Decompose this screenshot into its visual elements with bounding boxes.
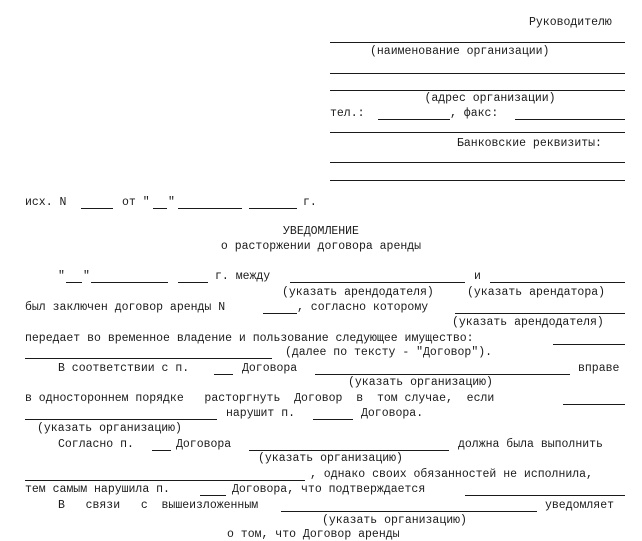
notice-title: УВЕДОМЛЕНИЕ	[283, 225, 359, 238]
hint-org-4: (указать организацию)	[322, 514, 467, 527]
p3-confirmed: Договора, что подтверждается	[232, 483, 426, 496]
p3-clause-line	[152, 450, 171, 451]
p3-org-line	[249, 450, 449, 451]
p3-thereby: тем самым нарушила п.	[25, 483, 170, 496]
org-address-line-2	[330, 90, 625, 91]
p4-org-line	[281, 511, 537, 512]
p3-evidence-line	[465, 495, 625, 496]
outgoing-date-quote: "	[168, 196, 175, 209]
p1-hereinafter: (далее по тексту - "Договор").	[285, 346, 493, 359]
p2-violated-clause-line	[313, 419, 353, 420]
outgoing-ref-label: исх. N	[25, 196, 67, 209]
p2-violates: нарушит п.	[226, 407, 296, 420]
outgoing-number-line	[81, 208, 113, 209]
bank-details-line-2	[330, 180, 625, 181]
p1-contract: был заключен договор аренды N	[25, 301, 226, 314]
lessor-line-2	[455, 313, 625, 314]
outgoing-year-line	[249, 208, 297, 209]
org-name-line	[330, 42, 625, 43]
p3-obligation-line	[25, 480, 305, 481]
property-line-2	[25, 358, 272, 359]
notice-subtitle: о расторжении договора аренды	[220, 240, 422, 253]
bank-details-line-1	[330, 162, 625, 163]
p4-notifies: уведомляет	[545, 499, 615, 512]
outgoing-date-from: от "	[122, 196, 150, 209]
hint-org-1: (указать организацию)	[348, 376, 493, 389]
lessee-line	[490, 282, 625, 283]
p1-close-quote: "	[83, 270, 90, 283]
p1-transfers: передает во временное владение и пользование следующее имущество:	[25, 332, 474, 345]
p1-day-line	[66, 282, 82, 283]
p3-contract: Договора	[176, 438, 232, 451]
hint-lessor-2: (указать арендодателя)	[452, 316, 604, 329]
p2-org-line	[315, 374, 570, 375]
p3-however: , однако своих обязанностей не исполнила,	[310, 468, 593, 481]
org-name-hint: (наименование организации)	[370, 45, 550, 58]
recipient-label: Руководителю	[529, 16, 612, 29]
p2-clause-line	[214, 374, 233, 375]
p2-unilateral: в одностороннем порядке расторгнуть Договор в том случае, если	[25, 392, 495, 405]
p2-party-line-1	[563, 404, 625, 405]
outgoing-year-suffix: г.	[303, 196, 317, 209]
org-address-hint: (адрес организации)	[424, 92, 556, 105]
p2-entitled: вправе	[578, 362, 620, 375]
p2-contract-end: Договора.	[361, 407, 424, 420]
p1-according: , согласно которому	[297, 301, 429, 314]
p4-in-view: В связи с вышеизложенным	[58, 499, 259, 512]
p1-year-line	[178, 282, 208, 283]
phone-line	[378, 119, 450, 120]
lessor-line	[290, 282, 465, 283]
phone-label: тел.:	[330, 107, 365, 120]
p1-year-between: г. между	[215, 270, 271, 283]
contract-number-line	[263, 313, 297, 314]
p1-and: и	[474, 270, 481, 283]
hint-lessor: (указать арендодателя)	[282, 286, 434, 299]
p2-contract: Договора	[242, 362, 298, 375]
p3-should: должна была выполнить	[458, 438, 603, 451]
p2-in-accordance: В соответствии с п.	[58, 362, 190, 375]
p2-party-line-2	[25, 419, 217, 420]
outgoing-day-line	[153, 208, 167, 209]
p3-according: Согласно п.	[58, 438, 134, 451]
p3-violated-clause-line	[200, 495, 226, 496]
property-line-1	[553, 344, 625, 345]
p4-about: о том, что Договор аренды	[227, 528, 400, 541]
p1-open-quote: "	[58, 270, 65, 283]
header-blank-line	[330, 132, 625, 133]
hint-org-2: (указать организацию)	[37, 422, 182, 435]
outgoing-month-line	[178, 208, 242, 209]
p1-month-line	[91, 282, 168, 283]
bank-details-label: Банковские реквизиты:	[457, 137, 602, 150]
hint-lessee: (указать арендатора)	[467, 286, 606, 299]
fax-label: , факс:	[450, 107, 499, 120]
hint-org-3: (указать организацию)	[258, 452, 403, 465]
fax-line	[515, 119, 625, 120]
org-address-line-1	[330, 73, 625, 74]
